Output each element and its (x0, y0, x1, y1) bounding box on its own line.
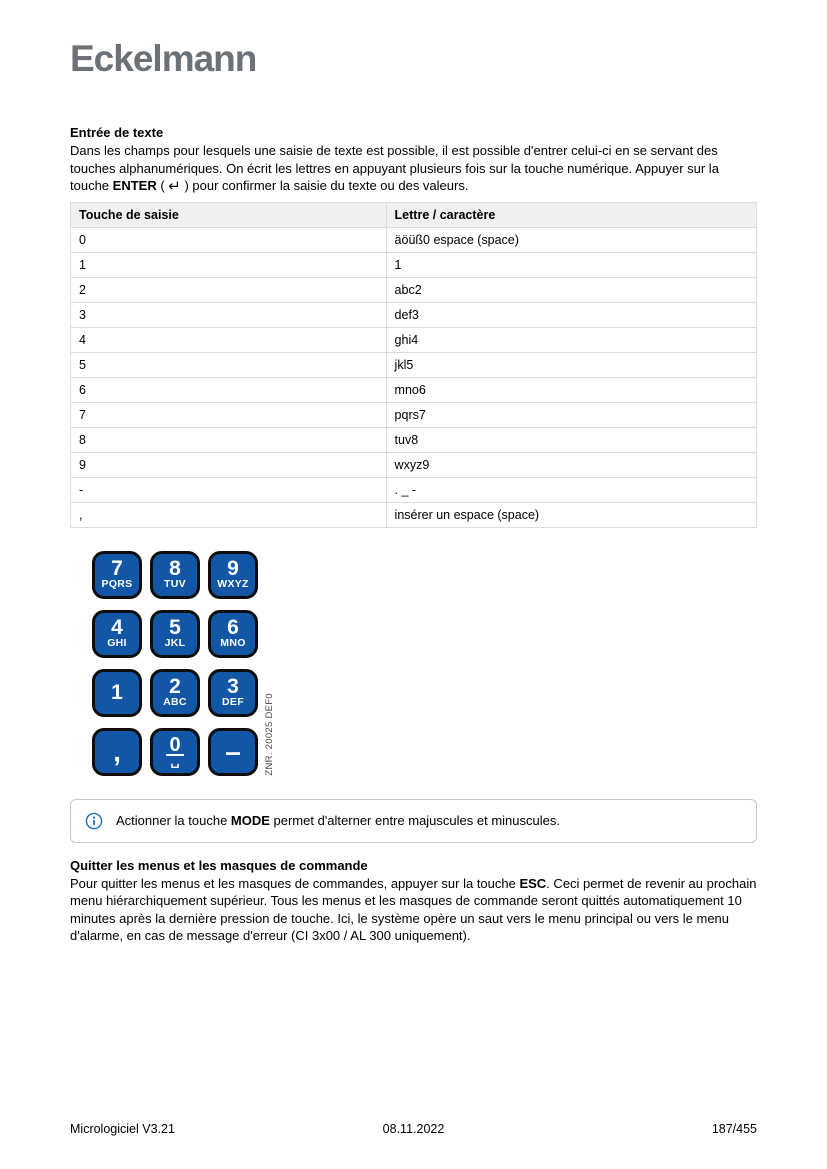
section-heading-text-entry: Entrée de texte (70, 125, 164, 140)
keypad-key-3: 3 DEF (208, 669, 258, 717)
keypad-illustration (92, 551, 292, 776)
enter-key-icon: ↵ (168, 178, 181, 195)
table-row: 0 äöüß0 espace (space) (71, 227, 757, 252)
section-heading-quit-menus: Quitter les menus et les masques de commande (70, 857, 368, 873)
paragraph-text: pour confirmer la saisie du texte ou des valeurs. (192, 178, 469, 193)
table-row: 1 1 (71, 252, 757, 277)
key-mapping-table (70, 202, 757, 528)
footer-date: 08.11.2022 (382, 1122, 445, 1136)
table-row: 8 tuv8 (71, 427, 757, 452)
paragraph-text: . Ceci permet de revenir au prochain menu hiérarchiquement supérieur. Tous les menus et les masques de commande seront quittés automatiquement 10 minutes après la dernière pression de touche. Ici, le système opère un saut vers le menu principal ou vers le menu d'alarme, en cas de message d'erreur (CI 3x00 / AL 300 uniquement). (70, 875, 757, 943)
esc-key-label: ESC (519, 875, 547, 891)
column-header-key: Touche de saisie (71, 202, 387, 227)
paragraph-text: Pour quitter les menus et les masques de commandes, appuyer sur la touche (70, 875, 520, 891)
note-text: Actionner la touche MODE permet d'alterner entre majuscules et minuscules. (116, 812, 560, 828)
table-row: 7 pqrs7 (71, 402, 757, 427)
footer-firmware-version: Micrologiciel V3.21 (70, 1122, 175, 1136)
table-row: , insérer un espace (space) (71, 502, 757, 527)
quit-menus-paragraph (70, 875, 757, 945)
keypad-key-5: 5 JKL (150, 610, 200, 658)
enter-key-label: ENTER (112, 178, 157, 193)
keypad-key-2: 2 ABC (150, 669, 200, 717)
footer-page-number: 187/455 (711, 1122, 757, 1136)
keypad-key-comma: , (92, 728, 142, 776)
space-symbol-icon: ␣ (170, 753, 180, 769)
info-icon (85, 812, 103, 830)
keypad-key-8: 8 TUV (150, 551, 200, 599)
table-header-row (71, 202, 757, 227)
table-row: 9 wxyz9 (71, 452, 757, 477)
text-entry-paragraph: Dans les champs pour lesquels une saisie de texte est possible, il est possible d'entrer celui-ci en se servant des touches alphanumériques. On écrit les lettres en appuyant plusieurs fois sur la touche numérique. Appuyer sur la touche ENTER ( ↵ ) pour confirmer la saisie du texte ou des valeurs. (70, 143, 719, 195)
keypad-key-7: 7 PQRS (92, 551, 142, 599)
table-row: 4 ghi4 (71, 327, 757, 352)
mode-key-label: MODE (230, 812, 270, 828)
table-row: 3 def3 (71, 302, 757, 327)
column-header-character: Lettre / caractère (386, 202, 756, 227)
keypad-key-9: 9 WXYZ (208, 551, 258, 599)
keypad-part-number: ZNR. 20025 DEF0 (264, 692, 275, 776)
keypad-key-4: 4 GHI (92, 610, 142, 658)
table-row: 5 jkl5 (71, 352, 757, 377)
info-note-box (70, 799, 757, 843)
page-footer (70, 1122, 757, 1136)
table-row: - . _ - (71, 477, 757, 502)
keypad-key-minus: – (208, 728, 258, 776)
table-row: 6 mno6 (71, 377, 757, 402)
eckelmann-logo: Eckelmann (70, 38, 257, 79)
table-row: 2 abc2 (71, 277, 757, 302)
keypad-key-6: 6 MNO (208, 610, 258, 658)
keypad-key-1: 1 (92, 669, 142, 717)
keypad-key-0: 0 ␣ (150, 728, 200, 776)
paragraph-text: Dans les champs pour lesquels une saisie de texte est possible, il est possible d'entrer celui-ci en se servant des touches alphanumériques. On écrit les lettres en appuyant plusieurs fois sur la touche numérique. Appuyer sur la touche (70, 143, 719, 193)
